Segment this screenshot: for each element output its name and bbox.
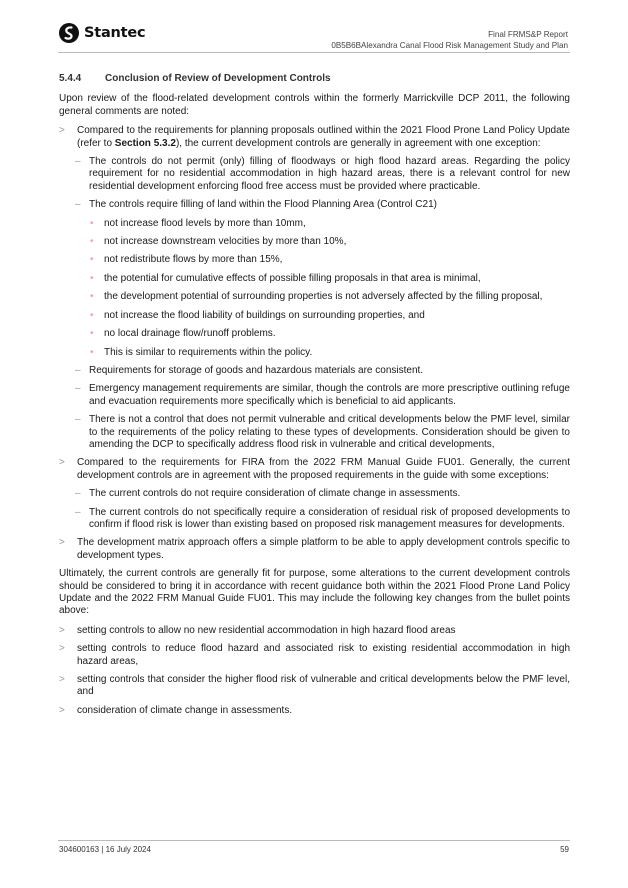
list-item [59, 625, 570, 637]
dash-marker: – [75, 364, 81, 376]
list-item-text: not increase flood levels by more than 10mm, [104, 217, 306, 229]
chevron-marker: > [59, 704, 65, 716]
list-item [59, 537, 570, 562]
list-item-text: the development potential of surrounding properties is not adversely affected by the filling proposal, [104, 291, 543, 303]
chevron-marker: > [59, 643, 65, 655]
dash-marker: – [75, 506, 81, 518]
list-item [59, 254, 570, 266]
list-item [59, 643, 570, 668]
list-item [59, 383, 570, 408]
dash-marker: – [75, 383, 81, 395]
dash-marker: – [75, 414, 81, 426]
list-item [59, 705, 570, 717]
logo-text: Stantec [84, 25, 146, 41]
list-item [59, 328, 570, 340]
stantec-logo [58, 22, 145, 44]
list-item-text: consideration of climate change in assessments. [77, 704, 293, 716]
header-titles [331, 29, 568, 51]
dash-marker: – [75, 199, 81, 211]
list-item [59, 218, 570, 230]
list-item-text: The current controls do not specifically require a consideration of residual risk of proposed developments to confirm if flood risk is lower than existing based on proposed risk management measures for developments. [89, 506, 570, 530]
list-item-text: Requirements for storage of goods and hazardous materials are consistent. [89, 364, 424, 376]
list-item [59, 310, 570, 322]
dot-marker: • [90, 309, 94, 321]
list-item-text: Emergency management requirements are similar, though the controls are more prescriptive outlining refuge and evacuation requirements more specifically which is beneficial to aid applicants. [89, 383, 570, 407]
section-title: Conclusion of Review of Development Controls [105, 73, 331, 84]
list-item [59, 236, 570, 248]
dot-marker: • [90, 346, 94, 358]
list-item [59, 125, 570, 150]
intro-paragraph: Upon review of the flood-related development controls within the formerly Marrickville DCP 2011, the following general comments are noted: [59, 93, 570, 117]
project-title: 0B5B6BAlexandra Canal Flood Risk Management Study and Plan [331, 41, 568, 50]
list-item-text: The controls do not permit (only) filling of floodways or high flood hazard areas. Regarding the policy requirement for no residential accommodation in high hazard areas, there is a relevant control for new residential development enforcing flood free access must be provided where practicable. [89, 156, 570, 192]
list-item-text: Compared to the requirements for FIRA from the 2022 FRM Manual Guide FU01. Generally, the current development controls are in agreement with the proposed requirements in the guide with some exceptions: [77, 457, 570, 481]
list-item-text: setting controls that consider the higher flood risk of vulnerable and critical developments below the PMF level, and [77, 674, 570, 698]
stantec-logo-icon [58, 22, 80, 44]
list-item-text: This is similar to requirements within the policy. [104, 346, 313, 358]
header-divider [58, 52, 570, 53]
list-item-text: setting controls to reduce flood hazard and associated risk to existing residential accommodation in high hazard areas, [77, 643, 570, 667]
page-number: 59 [560, 845, 569, 854]
chevron-marker: > [59, 125, 65, 137]
page-body [59, 73, 570, 723]
list-item [59, 365, 570, 377]
dash-marker: – [75, 488, 81, 500]
dot-marker: • [90, 236, 94, 248]
list-item [59, 488, 570, 500]
footer-divider [58, 840, 570, 841]
list-item [59, 273, 570, 285]
list-item [59, 414, 570, 451]
list-item [59, 457, 570, 482]
chevron-marker: > [59, 624, 65, 636]
list-item-text: The development matrix approach offers a simple platform to be able to apply development controls specific to development types. [77, 537, 570, 561]
summary-paragraph: Ultimately, the current controls are generally fit for purpose, some alterations to the current development controls should be considered to bring it in accordance with recent guidance both within the 2021 Flood Prone Land Policy Update and the 2022 FRM Manual Guide FU01. This may include the following key changes from the bullet points above: [59, 568, 570, 617]
bullet1-after: ), the current development controls are generally in agreement with one exception: [175, 137, 541, 149]
chevron-marker: > [59, 457, 65, 469]
list-item [59, 291, 570, 303]
dash-marker: – [75, 156, 81, 168]
section-reference: Section 5.3.2 [114, 137, 176, 149]
list-item-text: The current controls do not require consideration of climate change in assessments. [89, 488, 461, 500]
list-item-text: setting controls to allow no new residential accommodation in high hazard flood areas [77, 624, 456, 636]
chevron-marker: > [59, 537, 65, 549]
list-item [59, 199, 570, 211]
list-item [59, 507, 570, 532]
list-item [59, 347, 570, 359]
list-item-text: not increase downstream velocities by more than 10%, [104, 236, 347, 248]
dot-marker: • [90, 217, 94, 229]
footer-doc-ref: 304600163 | 16 July 2024 [59, 845, 151, 854]
list-item-text: no local drainage flow/runoff problems. [104, 328, 276, 340]
chevron-marker: > [59, 674, 65, 686]
dot-marker: • [90, 254, 94, 266]
dot-marker: • [90, 272, 94, 284]
dot-marker: • [90, 328, 94, 340]
list-item-text: The controls require filling of land within the Flood Planning Area (Control C21) [89, 199, 437, 211]
dot-marker: • [90, 291, 94, 303]
section-number: 5.4.4 [59, 73, 82, 84]
report-title: Final FRMS&P Report [488, 30, 568, 39]
list-item-text: not increase the flood liability of buildings on surrounding properties, and [104, 309, 425, 321]
list-item [59, 674, 570, 699]
list-item [59, 156, 570, 193]
list-item-text: not redistribute flows by more than 15%, [104, 254, 283, 266]
list-item-text: the potential for cumulative effects of possible filling proposals in that area is minimal, [104, 272, 481, 284]
section-heading [59, 73, 570, 85]
list-item-text: There is not a control that does not permit vulnerable and critical developments below the PMF level, similar to the requirements of the policy relating to these types of developments. Consideration should be given to amending the DCP to specifically address flood risk in vulnerable and critical developments, [89, 414, 570, 450]
bullet1-before: Compared to the requirements for planning proposals outlined within the 2021 Flood Prone Land Policy Update (refer to [77, 125, 570, 149]
